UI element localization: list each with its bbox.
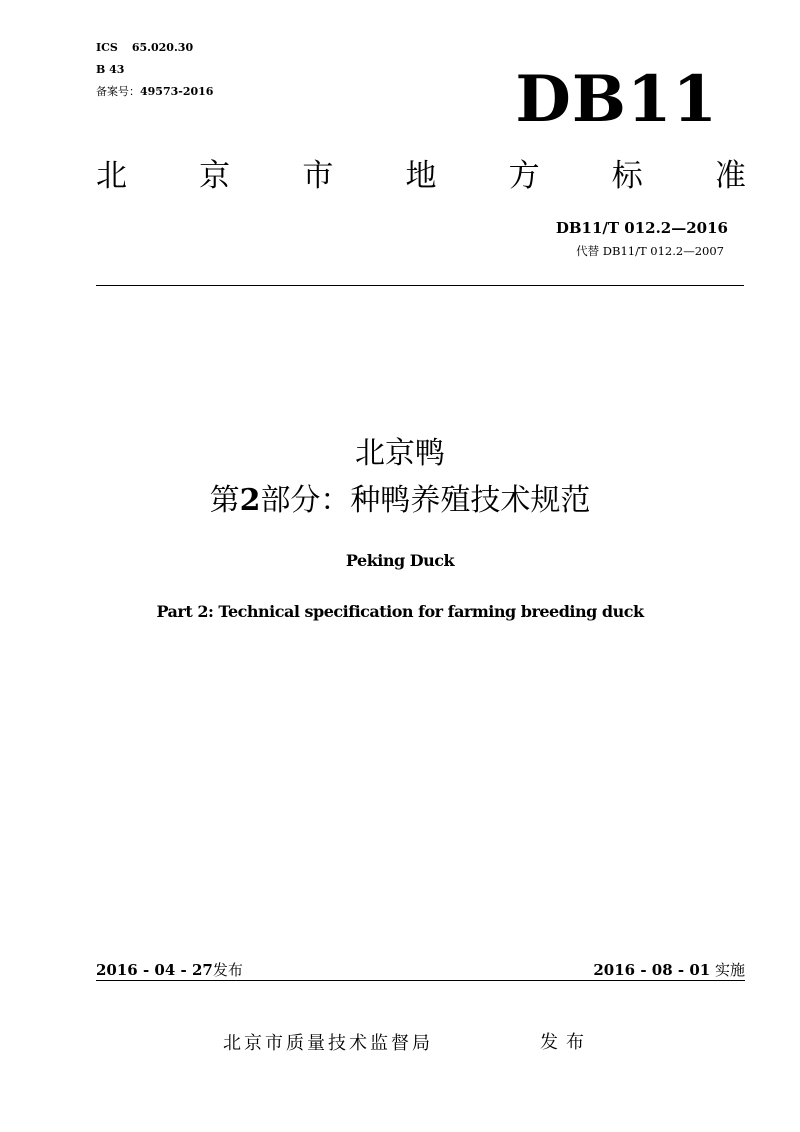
english-title-part: Part 2: Technical specification for farming breeding duck bbox=[156, 602, 644, 621]
record-number: 49573-2016 bbox=[140, 85, 214, 98]
title-main: 北京鸭 bbox=[355, 436, 445, 471]
effective-label: 实施 bbox=[714, 961, 745, 979]
standard-type-char: 标 bbox=[611, 158, 643, 194]
release-label: 发布 bbox=[212, 961, 243, 979]
title-part-number: 2 bbox=[239, 483, 261, 518]
title-part-rest: 部分：种鸭养殖技术规范 bbox=[260, 483, 591, 518]
title-part bbox=[0, 478, 800, 524]
title-part-prefix: 第 bbox=[209, 483, 240, 518]
issue-action: 发布 bbox=[540, 1032, 592, 1053]
standard-type-char: 地 bbox=[405, 158, 437, 194]
standard-mark: DB11 bbox=[515, 62, 718, 137]
replaces-standard: 代替 DB11/T 012.2—2007 bbox=[576, 244, 724, 258]
release-date: 2016 - 04 - 27 bbox=[96, 961, 213, 979]
record-label: 备案号： bbox=[96, 85, 140, 98]
standard-code: DB11/T 012.2—2016 bbox=[555, 219, 728, 237]
standard-type-heading bbox=[96, 156, 746, 196]
english-title-main: Peking Duck bbox=[345, 551, 455, 570]
effective-date-line bbox=[0, 960, 745, 980]
ics-code: 65.020.30 bbox=[131, 41, 194, 54]
date-divider bbox=[96, 980, 745, 981]
ccs-code: B 43 bbox=[96, 63, 125, 76]
header-divider bbox=[96, 285, 744, 286]
standard-type-char: 市 bbox=[302, 158, 334, 194]
effective-date: 2016 - 08 - 01 bbox=[593, 961, 711, 979]
standard-type-char: 准 bbox=[714, 158, 746, 194]
standard-type-char: 方 bbox=[508, 158, 540, 194]
ics-label: ICS bbox=[96, 41, 118, 54]
ics-code-line bbox=[96, 41, 193, 55]
issuing-authority: 北京市质量技术监督局 bbox=[223, 1033, 433, 1054]
standard-type-char: 京 bbox=[199, 158, 231, 194]
standard-type-char: 北 bbox=[96, 158, 127, 194]
